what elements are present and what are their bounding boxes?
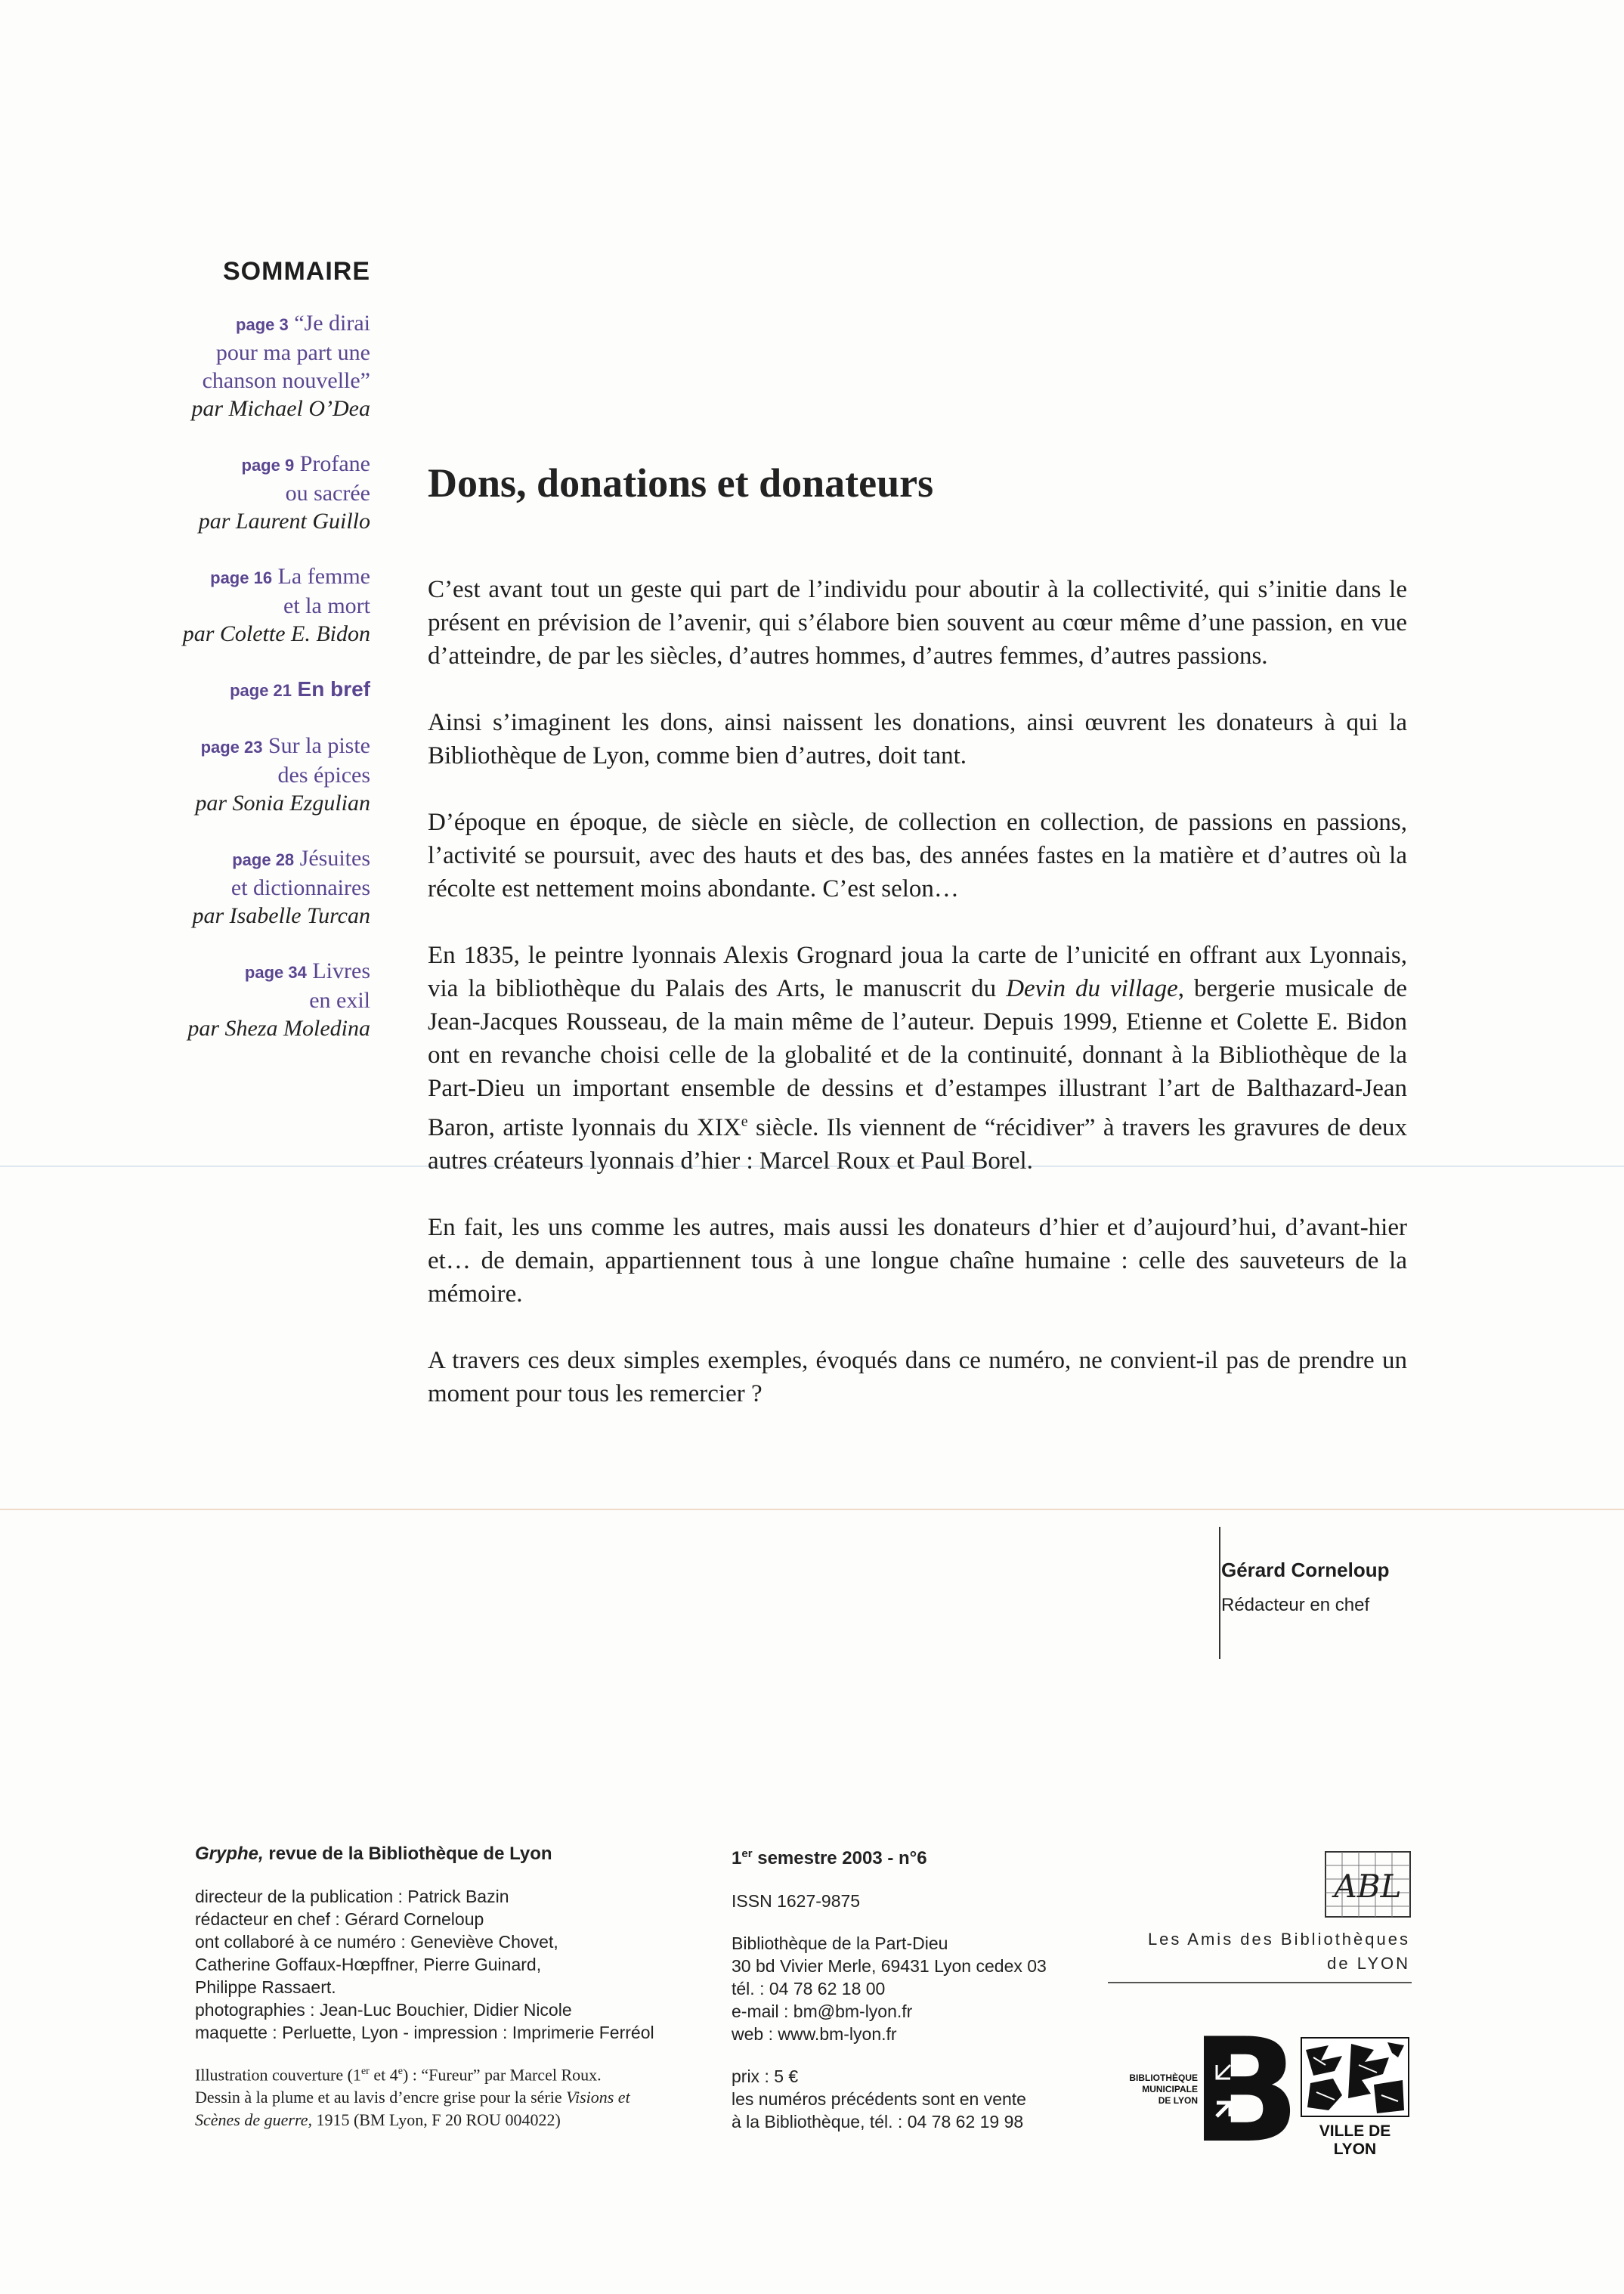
illus-text: Dessin à la plume et au lavis d’encre grise pour la série <box>195 2088 567 2107</box>
toc-author: par Sheza Moledina <box>187 1016 370 1041</box>
toc-title-line: “Je dirai <box>294 311 370 336</box>
toc-author: par Laurent Guillo <box>198 509 370 534</box>
toc-entry[interactable] <box>121 957 370 1042</box>
revue-name: Gryphe, <box>195 1844 264 1864</box>
paragraph <box>428 939 1407 1178</box>
bm-line: MUNICIPALE <box>1142 2084 1198 2094</box>
signature-role: Rédacteur en chef <box>1221 1595 1370 1615</box>
toc-author: par Michael O’Dea <box>191 396 370 421</box>
illus-text: ) : “Fureur” par Marcel Roux. <box>402 2065 602 2085</box>
bm-lyon-text <box>1100 2073 1198 2107</box>
paragraph: D’époque en époque, de siècle en siècle, de collection en collection, de passions en passions, l’activité se poursuit, avec des hauts et des bas, des années fastes en la matière et d’autres où la récolte est nettement moins abondante. C’est selon… <box>428 809 1407 902</box>
paragraph: Ainsi s’imaginent les dons, ainsi naissent les donations, ainsi œuvrent les donateurs à qui la Bibliothèque de Lyon, comme bien d’autres, doit tant. <box>428 709 1407 769</box>
paragraph-text: En 1835, le peintre lyonnais Alexis Grognard joua la carte de l’unicité en offrant aux Lyonnais, via la bibliothèque du Palais des Arts, le manuscrit du <box>428 942 1407 1002</box>
toc-title-line: ou sacrée <box>285 481 370 506</box>
signature-bar <box>1219 1527 1220 1659</box>
credit-line: rédacteur en chef : Gérard Corneloup <box>195 1909 484 1929</box>
toc-title-line: pour ma part une <box>215 340 370 365</box>
toc-page-number: page 21 <box>230 681 292 700</box>
sommaire <box>121 257 370 1070</box>
toc-title-line: Profane <box>299 451 370 476</box>
toc-page-number: page 34 <box>244 963 307 982</box>
toc-entry[interactable] <box>121 450 370 535</box>
toc-title-line: Jésuites <box>299 846 370 871</box>
toc-title-line: et la mort <box>283 593 370 618</box>
web-link[interactable]: web : www.bm-lyon.fr <box>732 2024 897 2044</box>
toc-entry[interactable] <box>121 732 370 817</box>
toc-title-line: Sur la piste <box>268 733 370 758</box>
scan-line-fold <box>0 1509 1624 1510</box>
paragraph: En fait, les uns comme les autres, mais aussi les donateurs d’hier et d’aujourd’hui, d’avant-hier et… de demain, appartiennent tous à une longue chaîne humaine : celle des sauveteurs de la mémoire. <box>428 1214 1407 1308</box>
credit-line: photographies : Jean-Luc Bouchier, Didier Nicole <box>195 2000 572 2020</box>
amis-line: Les Amis des Bibliothèques <box>1147 1930 1410 1949</box>
amis-monogram: ABL <box>1334 1868 1402 1905</box>
superscript: e <box>741 1113 748 1130</box>
toc-title-line: et dictionnaires <box>230 875 370 900</box>
illus-text: 1915 (BM Lyon, F 20 ROU 004022) <box>311 2110 561 2130</box>
toc-author: par Sonia Ezgulian <box>195 791 370 816</box>
price: prix : 5 € <box>732 2066 799 2086</box>
bm-lyon-logo <box>1190 2008 1301 2175</box>
credit-line: ont collaboré à ce numéro : Geneviève Chovet, <box>195 1932 558 1952</box>
credit-line: maquette : Perluette, Lyon - impression : Imprimerie Ferréol <box>195 2023 654 2042</box>
series-title: Visions et Scènes de guerre, <box>195 2088 630 2130</box>
article-body <box>428 573 1407 1410</box>
toc-page-number: page 16 <box>210 568 273 587</box>
toc-author: par Isabelle Turcan <box>192 903 370 928</box>
paragraph: A travers ces deux simples exemples, évoqués dans ce numéro, ne convient-il pas de prendre un moment pour tous les remercier ? <box>428 1347 1407 1407</box>
phone: tél. : 04 78 62 18 00 <box>732 1979 886 1998</box>
toc-title-line: La femme <box>277 564 370 589</box>
bm-letter: B <box>1190 2008 1301 2175</box>
toc-entry[interactable] <box>121 675 370 704</box>
toc-title-line: Livres <box>312 958 370 983</box>
toc-page-number: page 3 <box>236 315 289 334</box>
colophon-contact <box>732 1843 1094 2133</box>
bm-line: DE LYON <box>1158 2095 1198 2106</box>
paragraph: C’est avant tout un geste qui part de l’individu pour aboutir à la collectivité, qui s’initie dans le présent en prévision de l’avenir, qui s’élabore bien souvent au cœur même d’une passion, en vue d’atteindre, de par les siècles, d’autres hommes, d’autres femmes, d’autres passions. <box>428 576 1407 670</box>
price-note: à la Bibliothèque, tél. : 04 78 62 19 98 <box>732 2112 1024 2131</box>
toc-entry[interactable] <box>121 562 370 648</box>
amis-bibliotheques-logo <box>1324 1850 1412 1918</box>
toc-entry[interactable] <box>121 309 370 423</box>
colophon-credits <box>195 1843 664 2131</box>
work-title: Devin du village <box>1006 975 1178 1002</box>
address-block <box>732 1932 1094 2045</box>
paragraph-text: , bergerie musicale de Jean-Jacques Rousseau, de la main même de l’auteur. Depuis 1999, Etienne et Colette E. Bidon ont en revanche choisi celle de la globalité et de la continuité, donnant à la Bibliothèque de la Part-Dieu un important ensemble de dessins et d’estampes illustrant l’art de Balthazard-Jean Baron, artiste lyonnais du XIX <box>428 975 1407 1141</box>
toc-title-line: en exil <box>309 988 370 1013</box>
email-link[interactable]: e-mail : bm@bm-lyon.fr <box>732 2001 913 2021</box>
toc-page-number: page 23 <box>200 738 263 757</box>
address-line: Bibliothèque de la Part-Dieu <box>732 1933 948 1953</box>
superscript: er <box>360 2066 370 2077</box>
amis-line: de LYON <box>1327 1954 1410 1973</box>
divider <box>1108 1982 1412 1983</box>
ville-de-lyon-lion-logo <box>1298 2035 1412 2119</box>
article-title: Dons, donations et donateurs <box>428 460 934 506</box>
superscript: er <box>741 1847 753 1860</box>
toc-title-line: En bref <box>297 677 370 701</box>
ville-de-lyon-text: VILLE DE LYON <box>1319 2122 1391 2158</box>
toc-title-line: des épices <box>277 763 370 788</box>
sommaire-title: SOMMAIRE <box>223 257 370 286</box>
credit-line: Philippe Rassaert. <box>195 1977 336 1997</box>
toc-author: par Colette E. Bidon <box>182 621 370 646</box>
paragraph-text: siècle. Ils viennent de “récidiver” à travers les gravures de deux autres créateurs lyonnais d’hier : Marcel Roux et Paul Borel. <box>428 1114 1407 1175</box>
revue-subtitle: revue de la Bibliothèque de Lyon <box>263 1844 552 1864</box>
issue-text: semestre 2003 - n°6 <box>752 1848 927 1868</box>
toc-entry[interactable] <box>121 844 370 930</box>
superscript: e <box>397 2066 403 2077</box>
credit-line: directeur de la publication : Patrick Bazin <box>195 1887 509 1906</box>
issn: ISSN 1627-9875 <box>732 1891 861 1911</box>
illus-text: et 4 <box>369 2065 398 2085</box>
cover-illustration-credit <box>195 2060 664 2131</box>
issue-text: 1 <box>732 1848 742 1868</box>
revue-heading <box>195 1843 664 1865</box>
address-line: 30 bd Vivier Merle, 69431 Lyon cedex 03 <box>732 1956 1047 1976</box>
toc-page-number: page 28 <box>232 850 295 869</box>
illus-text: Illustration couverture (1 <box>195 2065 361 2085</box>
price-block <box>732 2065 1094 2133</box>
bm-line: BIBLIOTHÈQUE <box>1129 2073 1198 2083</box>
signature-name: Gérard Corneloup <box>1221 1559 1390 1581</box>
toc-page-number: page 9 <box>241 456 295 475</box>
amis-text <box>1105 1927 1410 1976</box>
toc-title-line: chanson nouvelle” <box>202 368 370 393</box>
issue-heading <box>732 1843 1094 1870</box>
credit-line: Catherine Goffaux-Hœpffner, Pierre Guinard, <box>195 1955 542 1974</box>
price-note: les numéros précédents sont en vente <box>732 2089 1026 2109</box>
